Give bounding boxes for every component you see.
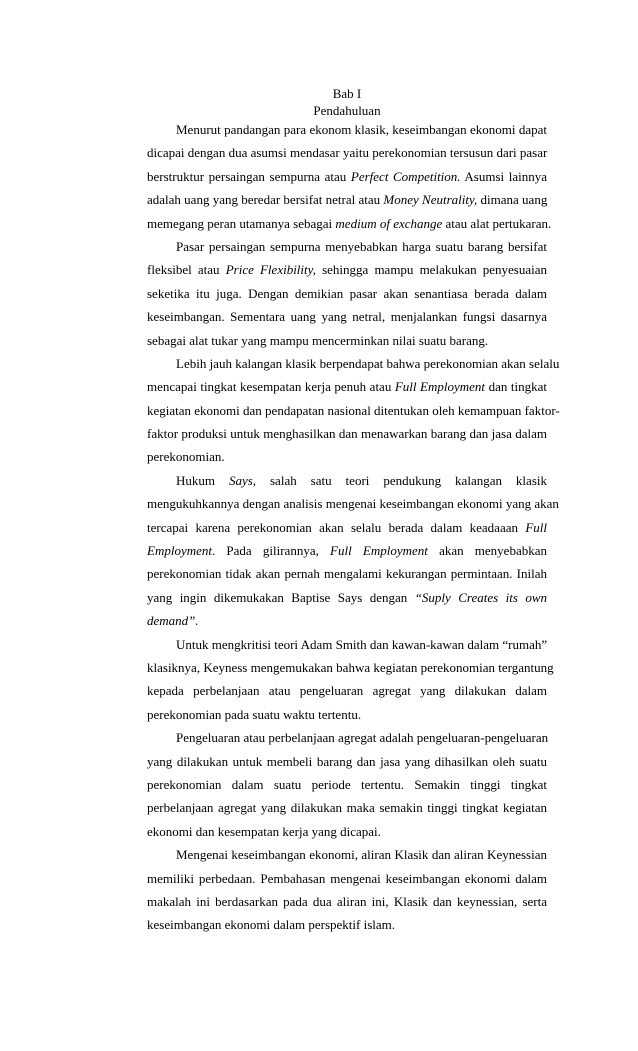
text-line bbox=[147, 282, 547, 305]
text-line bbox=[147, 913, 547, 936]
text-run: akan menyebabkan bbox=[427, 543, 547, 559]
paragraph bbox=[147, 352, 560, 469]
text-run: dan tingkat bbox=[485, 379, 547, 395]
text-line bbox=[147, 305, 547, 328]
text-line bbox=[147, 141, 547, 164]
text-line bbox=[147, 843, 547, 866]
text-line bbox=[147, 679, 547, 702]
text-run: dimana uang bbox=[477, 192, 548, 208]
text-run: berstruktur persaingan sempurna atau bbox=[147, 168, 351, 184]
text-run: kegiatan ekonomi dan pendapatan nasional ditentukan oleh kemampuan faktor- bbox=[147, 402, 560, 418]
text-run: Untuk mengkritisi teori Adam Smith dan kawan-kawan dalam “rumah” bbox=[176, 636, 548, 652]
chapter-label: Bab I bbox=[332, 86, 362, 101]
italic-term: Employment bbox=[147, 543, 212, 559]
italic-term: Perfect Competition. bbox=[350, 168, 461, 184]
italic-term: Money Neutrality, bbox=[383, 192, 478, 208]
text-run: . Pada gilirannya, bbox=[211, 543, 331, 559]
italic-term: Full Employment bbox=[330, 543, 428, 559]
text-line bbox=[147, 703, 547, 726]
text-line bbox=[147, 750, 547, 773]
text-run: perekonomian tidak akan pernah mengalami kekurangan permintaan. Inilah bbox=[147, 566, 547, 582]
text-line bbox=[147, 562, 547, 585]
text-run: memegang peran utamanya sebagai bbox=[147, 215, 336, 231]
text-run: yang dilakukan untuk membeli barang dan jasa yang dihasilkan oleh suatu bbox=[147, 753, 547, 769]
paragraph bbox=[147, 726, 547, 843]
text-line bbox=[147, 258, 547, 281]
text-run: fleksibel atau bbox=[147, 262, 226, 278]
text-line bbox=[147, 539, 547, 562]
text-line bbox=[147, 867, 547, 890]
text-run: atau alat pertukaran. bbox=[442, 215, 552, 231]
text-run: keseimbangan ekonomi dalam perspektif islam. bbox=[147, 917, 396, 933]
text-run: mencapai tingkat kesempatan kerja penuh atau bbox=[147, 379, 395, 395]
text-line bbox=[147, 235, 547, 258]
text-line bbox=[147, 633, 547, 656]
text-line bbox=[147, 656, 554, 679]
text-line bbox=[147, 820, 547, 843]
text-run: perbelanjaan agregat yang dilakukan maka semakin tinggi tingkat kegiatan bbox=[147, 800, 547, 816]
paragraph bbox=[147, 633, 554, 727]
text-line bbox=[147, 118, 547, 141]
text-run: seketika itu juga. Dengan demikian pasar akan senantiasa berada dalam bbox=[147, 285, 547, 301]
text-run: memiliki perbedaan. Pembahasan mengenai keseimbangan ekonomi dalam bbox=[147, 870, 547, 886]
text-line bbox=[147, 773, 547, 796]
italic-term: medium of exchange bbox=[335, 215, 443, 231]
text-run: dicapai dengan dua asumsi mendasar yaitu perekonomian tersusun dari pasar bbox=[147, 145, 548, 161]
text-line bbox=[147, 352, 560, 375]
text-run: Pengeluaran atau perbelanjaan agregat adalah pengeluaran-pengeluaran bbox=[176, 730, 549, 746]
text-run: klasiknya, Keyness mengemukakan bahwa kegiatan perekonomian tergantung bbox=[147, 659, 554, 675]
italic-term: Says, bbox=[228, 472, 257, 488]
italic-term: Price Flexibility, bbox=[225, 262, 316, 278]
text-run: perekonomian pada suatu waktu tertentu. bbox=[147, 706, 362, 722]
text-run: sebagai alat tukar yang mampu mencerminkan nilai suatu barang. bbox=[147, 332, 489, 348]
text-run: Lebih jauh kalangan klasik berpendapat bahwa perekonomian akan selalu bbox=[176, 355, 560, 371]
text-line bbox=[147, 212, 552, 235]
text-run: perekonomian. bbox=[147, 449, 225, 465]
text-run: perekonomian dalam suatu periode tertentu. Semakin tinggi tingkat bbox=[147, 776, 547, 792]
text-run: Asumsi lainnya bbox=[460, 168, 547, 184]
text-line bbox=[147, 329, 547, 352]
text-line bbox=[147, 469, 547, 492]
text-line bbox=[147, 890, 547, 913]
text-line bbox=[147, 586, 547, 609]
text-line bbox=[147, 492, 559, 515]
text-run: tercapai karena perekonomian akan selalu berada dalam keadaaan bbox=[147, 519, 526, 535]
italic-term: Full Employment bbox=[394, 379, 486, 395]
text-run: salah satu teori pendukung kalangan klasik bbox=[256, 472, 547, 488]
text-run: makalah ini berdasarkan pada dua aliran ini, Klasik dan keynessian, serta bbox=[147, 893, 547, 909]
chapter-title: Pendahuluan bbox=[313, 103, 381, 118]
text-line bbox=[147, 796, 547, 819]
text-line bbox=[147, 726, 547, 749]
text-line bbox=[147, 165, 547, 188]
text-line bbox=[147, 609, 547, 632]
text-run: adalah uang yang beredar bersifat netral atau bbox=[147, 192, 384, 208]
text-run: Hukum bbox=[176, 472, 229, 488]
text-run: kepada perbelanjaan atau pengeluaran agregat yang dilakukan dalam bbox=[147, 683, 547, 699]
paragraph bbox=[147, 118, 552, 235]
text-run: Menurut pandangan para ekonom klasik, keseimbangan ekonomi dapat bbox=[176, 122, 547, 137]
paragraph bbox=[147, 843, 547, 937]
text-run: keseimbangan. Sementara uang yang netral, menjalankan fungsi dasarnya bbox=[147, 309, 547, 325]
text-run: Mengenai keseimbangan ekonomi, aliran Klasik dan aliran Keynessian bbox=[176, 847, 547, 863]
text-run: yang ingin dikemukakan Baptise Says dengan bbox=[147, 589, 415, 605]
text-line bbox=[147, 422, 547, 445]
italic-term: “Suply Creates its own bbox=[414, 589, 547, 605]
text-line bbox=[147, 375, 547, 398]
italic-term: demand”. bbox=[147, 613, 199, 629]
text-run: mengukuhkannya dengan analisis mengenai keseimbangan ekonomi yang akan bbox=[147, 496, 559, 512]
text-line bbox=[147, 516, 547, 539]
body-text bbox=[147, 118, 560, 937]
text-run: sehingga mampu melakukan penyesuaian bbox=[315, 262, 547, 278]
paragraph bbox=[147, 235, 547, 352]
text-line bbox=[147, 188, 547, 211]
text-run: faktor produksi untuk menghasilkan dan menawarkan barang dan jasa dalam bbox=[147, 426, 547, 442]
paragraph bbox=[147, 469, 559, 633]
text-run: Pasar persaingan sempurna menyebabkan harga suatu barang bersifat bbox=[176, 238, 547, 254]
text-line bbox=[147, 445, 547, 468]
text-run: ekonomi dan kesempatan kerja yang dicapai. bbox=[147, 823, 381, 839]
italic-term: Full bbox=[525, 519, 547, 535]
text-line bbox=[147, 399, 560, 422]
